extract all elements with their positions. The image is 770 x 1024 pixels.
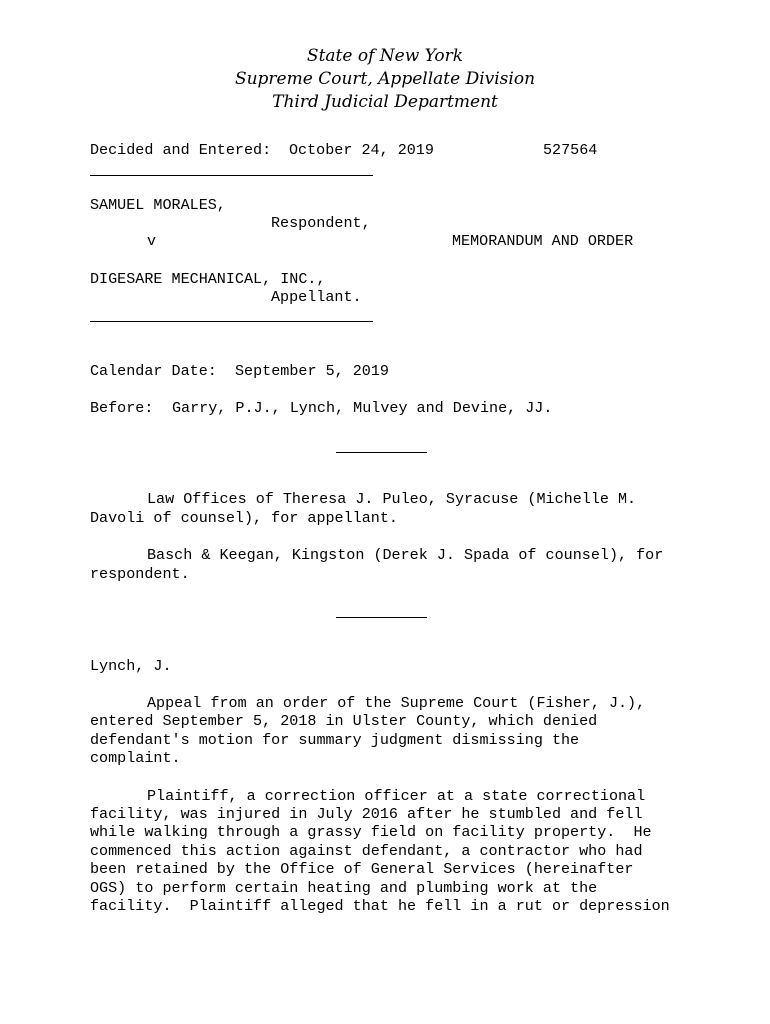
document-type: MEMORANDUM AND ORDER (452, 232, 634, 250)
decided-label: Decided and Entered: (90, 141, 272, 159)
section-divider (336, 617, 427, 618)
text-line: been retained by the Office of General Services (hereinafter (90, 860, 634, 878)
text-line: facility. Plaintiff alleged that he fell in a rut or depression (90, 897, 670, 915)
panel-judges: Garry, P.J., Lynch, Mulvey and Devine, JJ. (172, 399, 553, 417)
respondent-counsel-line2: respondent. (90, 565, 190, 583)
opinion-author: Lynch, J. (90, 657, 172, 675)
before-label: Before: (90, 399, 154, 417)
versus-label: v (147, 232, 157, 250)
docket-number: 527564 (543, 141, 598, 159)
decided-date: October 24, 2019 (289, 141, 434, 159)
appellant-counsel-line1: Law Offices of Theresa J. Puleo, Syracuse (Michelle M. (147, 490, 637, 508)
court-department: Third Judicial Department (272, 92, 498, 112)
caption-bottom-rule (90, 321, 373, 322)
text-line: facility, was injured in July 2016 after he stumbled and fell (90, 805, 643, 823)
plaintiff-name: SAMUEL MORALES, (90, 196, 226, 214)
defendant-name: DIGESARE MECHANICAL, INC., (90, 270, 326, 288)
text-line: while walking through a grassy field on facility property. He (90, 823, 652, 841)
section-divider (336, 452, 427, 453)
respondent-counsel-line1: Basch & Keegan, Kingston (Derek J. Spada of counsel), for (147, 546, 664, 564)
text-line: entered September 5, 2018 in Ulster County, which denied (90, 712, 598, 730)
plaintiff-role: Respondent, (271, 214, 371, 232)
court-header (0, 45, 770, 114)
defendant-role: Appellant. (271, 288, 362, 306)
text-line: OGS) to perform certain heating and plumbing work at the (90, 879, 598, 897)
caption-top-rule (90, 175, 373, 176)
court-state: State of New York (306, 46, 464, 66)
calendar-date: September 5, 2019 (235, 362, 389, 380)
appellant-counsel-line2: Davoli of counsel), for appellant. (90, 509, 398, 527)
text-line: complaint. (90, 749, 181, 767)
text-line: defendant's motion for summary judgment dismissing the (90, 731, 580, 749)
court-name: Supreme Court, Appellate Division (234, 69, 536, 89)
text-line: commenced this action against defendant, a contractor who had (90, 842, 643, 860)
text-line: Plaintiff, a correction officer at a state correctional (147, 787, 646, 805)
calendar-label: Calendar Date: (90, 362, 217, 380)
text-line: Appeal from an order of the Supreme Court (Fisher, J.), (147, 694, 646, 712)
